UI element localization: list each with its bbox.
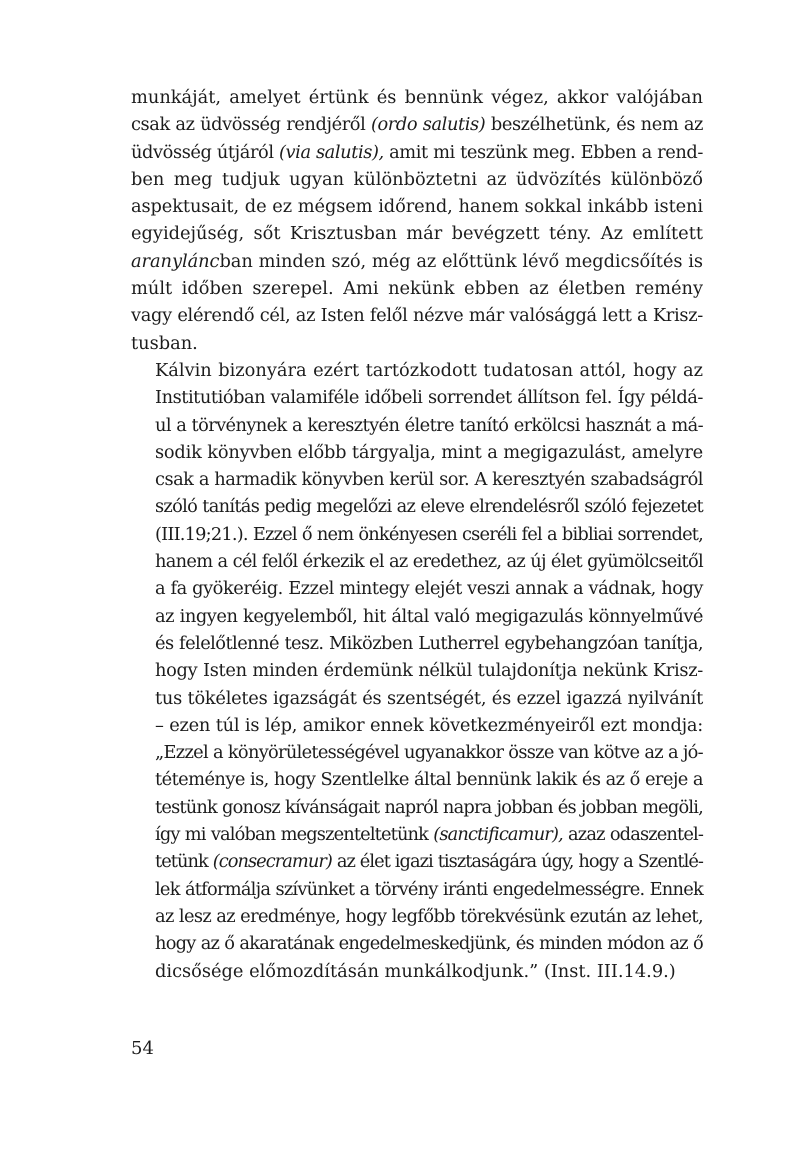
- italic-term: (via salutis),: [278, 141, 384, 163]
- body-text: [131, 84, 703, 985]
- text-line: [131, 412, 703, 439]
- text-run: aspektusait, de ez mégsem időrend, hanem sokkal inkább isteni: [131, 196, 703, 218]
- text-line: [131, 193, 703, 220]
- page-body: [131, 84, 703, 985]
- text-run: munkáját, amelyet értünk és bennünk végez, akkor valójában: [131, 87, 703, 108]
- text-line: [131, 903, 703, 930]
- text-run: szóló tanítás pedig megelőzi az eleve elrendelésről szóló fejezetet: [155, 496, 703, 518]
- paragraph: [131, 84, 703, 357]
- text-line: [131, 575, 703, 602]
- text-run: hogy Isten minden érdemünk nélkül tulajdonítja nekünk Krisz-: [155, 660, 703, 682]
- text-run: ban minden szó, még az előttünk lévő megdicsőítés is: [219, 250, 703, 272]
- text-run: hogy az ő akaratának engedelmeskedjünk, és minden módon az ő: [155, 933, 703, 955]
- text-run: tus tökéletes igazságát és szentségét, és ezzel igazzá nyilvánít: [155, 687, 703, 709]
- text-run: az lesz az eredménye, hogy legfőbb törekvésünk ezután az lehet,: [155, 905, 703, 927]
- text-line: [131, 439, 703, 466]
- text-line: [131, 84, 703, 111]
- text-run: az élet igazi tisztaságára úgy, hogy a Szentlé-: [331, 851, 703, 873]
- text-line: [131, 685, 703, 712]
- text-line: [131, 248, 703, 275]
- text-run: vagy elérendő cél, az Isten felől nézve már valósággá lett a Krisz-: [131, 305, 703, 327]
- text-line: [131, 930, 703, 957]
- italic-term: (consecramur): [212, 851, 332, 873]
- text-line: [131, 657, 703, 684]
- text-run: Institutióban valamiféle időbeli sorrendet állítson fel. Így példá-: [155, 387, 703, 409]
- text-run: ul a törvénynek a keresztyén életre tanító erkölcsi hasznát a má-: [155, 414, 703, 436]
- text-run: testünk gonosz kívánságait napról napra jobban és jobban megöli,: [155, 796, 703, 818]
- text-run: csak az üdvösség rendjéről: [131, 114, 371, 136]
- text-run: beszélhetünk, és nem az: [485, 114, 703, 136]
- text-run: csak a harmadik könyvben kerül sor. A keresztyén szabadságról: [155, 469, 703, 491]
- italic-term: (ordo salutis): [370, 114, 486, 136]
- text-run: tusban.: [131, 332, 198, 354]
- text-line: [131, 521, 703, 548]
- text-line: [131, 330, 703, 357]
- text-run: sodik könyvben előbb tárgyalja, mint a megigazulást, amelyre: [155, 441, 703, 463]
- text-line: [131, 166, 703, 193]
- text-run: így mi valóban megszenteltetünk: [155, 824, 434, 846]
- text-run: Kálvin bizonyára ezért tartózkodott tudatosan attól, hogy az: [155, 359, 703, 381]
- text-line: [131, 794, 703, 821]
- text-line: [131, 357, 703, 384]
- text-run: üdvösség útjáról: [131, 141, 279, 163]
- text-line: [131, 302, 703, 329]
- text-line: [131, 876, 703, 903]
- text-run: egyidejűség, sőt Krisztusban már bevégzett tény. Az említett: [131, 223, 703, 245]
- text-line: [131, 766, 703, 793]
- paragraph: [131, 357, 703, 985]
- text-line: [131, 111, 703, 138]
- text-line: [131, 603, 703, 630]
- text-run: ben meg tudjuk ugyan különböztetni az üdvözítés különböző: [131, 168, 703, 190]
- text-run: (III.19;21.). Ezzel ő nem önkényesen cseréli fel a bibliai sorrendet,: [155, 523, 703, 545]
- text-run: téteménye is, hogy Szentlelke által bennünk lakik és az ő ereje a: [155, 769, 703, 791]
- text-line: [131, 548, 703, 575]
- text-run: dicsősége előmozdításán munkálkodjunk.” (Inst. III.14.9.): [155, 960, 676, 982]
- text-run: és felelőtlenné tesz. Miközben Lutherrel egybehangzóan tanítja,: [155, 632, 703, 654]
- text-run: múlt időben szerepel. Ami nekünk ebben az életben remény: [131, 278, 703, 300]
- italic-term: aranylánc: [131, 250, 220, 272]
- text-line: [131, 630, 703, 657]
- text-line: [131, 493, 703, 520]
- text-run: tetünk: [155, 851, 213, 873]
- text-run: a fa gyökeréig. Ezzel mintegy elejét veszi annak a vádnak, hogy: [155, 578, 703, 600]
- text-run: azaz odaszentel-: [562, 824, 703, 846]
- text-line: [131, 466, 703, 493]
- page-number: 54: [131, 1038, 154, 1059]
- text-line: [131, 220, 703, 247]
- text-line: [131, 739, 703, 766]
- text-run: „Ezzel a könyörületességével ugyanakkor össze van kötve az a jó-: [155, 742, 703, 764]
- italic-term: (sanctificamur),: [433, 824, 563, 846]
- text-run: amit mi teszünk meg. Ebben a rend-: [383, 141, 704, 163]
- text-run: lek átformálja szívünket a törvény iránti engedelmességre. Ennek: [155, 878, 703, 900]
- text-line: [131, 848, 703, 875]
- text-line: [131, 275, 703, 302]
- text-line: [131, 384, 703, 411]
- text-run: az ingyen kegyelemből, hit által való megigazulás könnyelművé: [155, 605, 703, 627]
- text-line: [131, 139, 703, 166]
- text-line: [131, 958, 703, 985]
- text-run: hanem a cél felől érkezik el az eredethez, az új élet gyümölcseitől: [155, 551, 703, 573]
- text-line: [131, 712, 703, 739]
- text-line: [131, 821, 703, 848]
- text-run: – ezen túl is lép, amikor ennek következményeiről ezt mondja:: [155, 714, 703, 736]
